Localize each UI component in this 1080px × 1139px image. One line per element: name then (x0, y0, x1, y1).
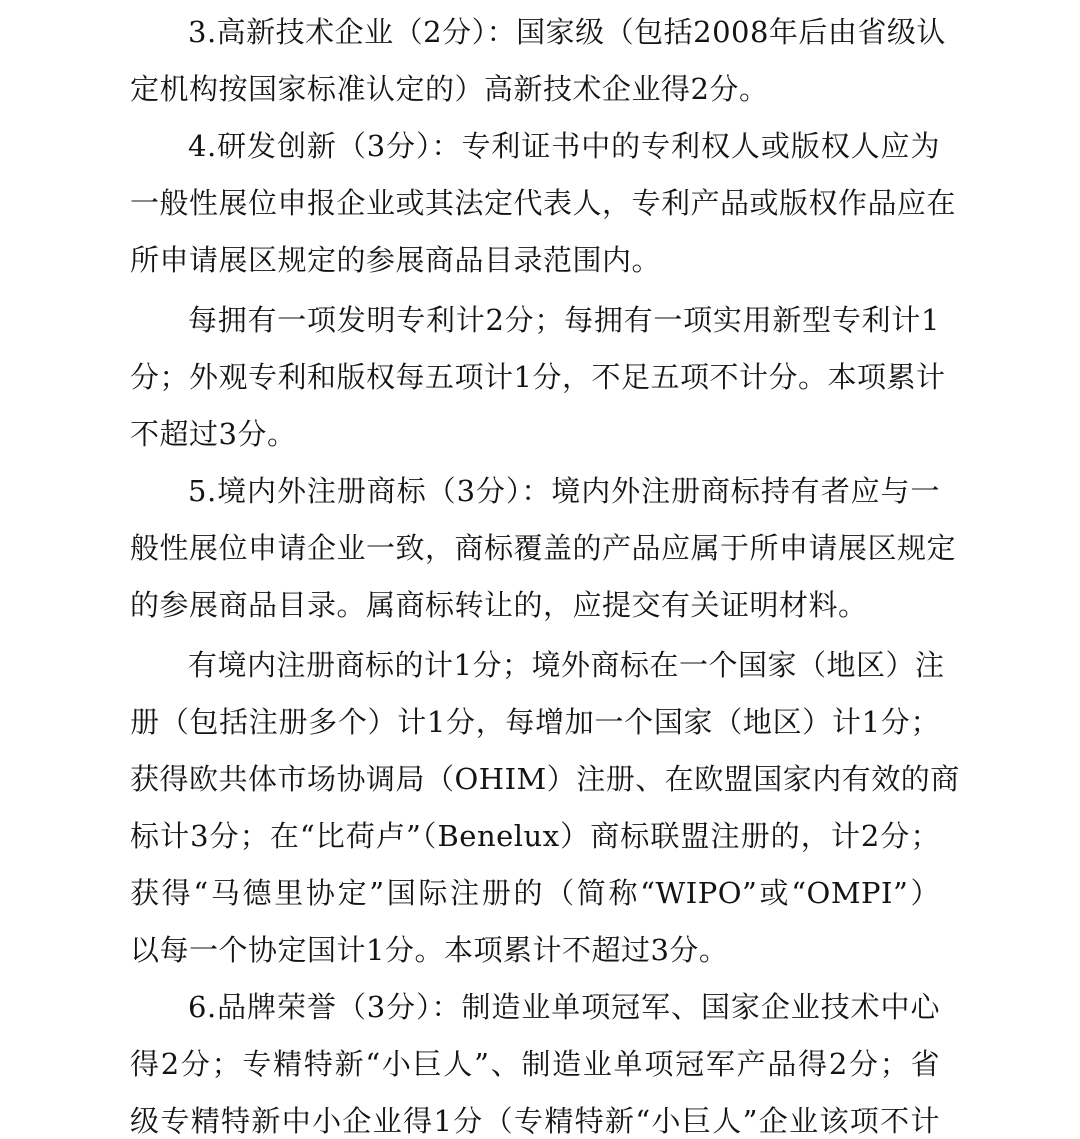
text-line: 以每一个协定国计1分。本项累计不超过3分。 (130, 933, 729, 967)
text-line: 获得“马德里协定”国际注册的（简称“WIPO”或“OMPI”） (130, 876, 940, 910)
text-line: 的参展商品目录。属商标转让的，应提交有关证明材料。 (130, 588, 868, 622)
text-line: 级专精特新中小企业得1分（专精特新“小巨人”企业该项不计 (130, 1104, 940, 1138)
text-line: 3.高新技术企业（2分）：国家级（包括2008年后由省级认 (188, 15, 946, 49)
text-line: 册（包括注册多个）计1分，每增加一个国家（地区）计1分； (130, 705, 940, 739)
text-line: 每拥有一项发明专利计2分；每拥有一项实用新型专利计1 (188, 303, 940, 337)
text-line: 分；外观专利和版权每五项计1分，不足五项不计分。本项累计 (130, 360, 946, 394)
text-line: 不超过3分。 (130, 417, 297, 451)
text-line: 一般性展位申报企业或其法定代表人，专利产品或版权作品应在 (130, 186, 957, 220)
text-line: 般性展位申请企业一致，商标覆盖的产品应属于所申请展区规定 (130, 531, 957, 565)
text-line: 得2分；专精特新“小巨人”、制造业单项冠军产品得2分；省 (130, 1047, 940, 1081)
text-line: 5.境内外注册商标（3分）：境内外注册商标持有者应与一 (188, 474, 940, 508)
text-line: 4.研发创新（3分）：专利证书中的专利权人或版权人应为 (188, 129, 940, 163)
text-line: 6.品牌荣誉（3分）：制造业单项冠军、国家企业技术中心 (188, 990, 940, 1024)
text-line: 标计3分；在“比荷卢”（Benelux）商标联盟注册的，计2分； (130, 819, 940, 853)
text-line: 所申请展区规定的参展商品目录范围内。 (130, 243, 662, 277)
text-line: 定机构按国家标准认定的）高新技术企业得2分。 (130, 72, 769, 106)
text-line: 有境内注册商标的计1分；境外商标在一个国家（地区）注 (188, 648, 945, 682)
text-line: 获得欧共体市场协调局（OHIM）注册、在欧盟国家内有效的商 (130, 762, 960, 796)
